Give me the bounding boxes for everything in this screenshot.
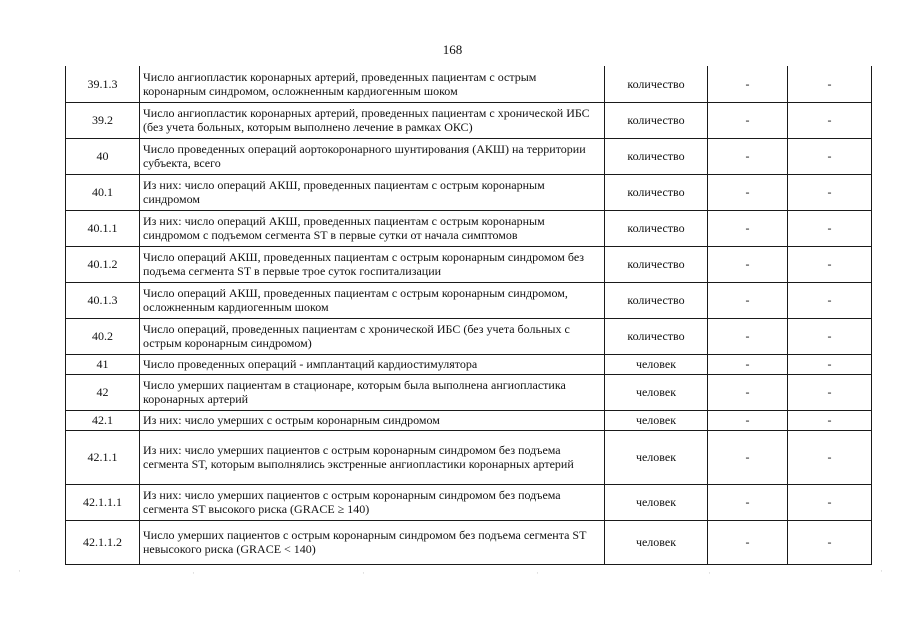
row-unit: количество [605,102,708,138]
row-value-2: - [788,430,872,484]
row-value-2: - [788,282,872,318]
table-row [66,354,872,374]
row-unit: количество [605,318,708,354]
row-value-1: - [708,246,788,282]
row-unit: количество [605,246,708,282]
row-unit: количество [605,174,708,210]
table-row [66,174,872,210]
row-value-1: - [708,410,788,430]
row-unit: количество [605,138,708,174]
row-value-1: - [708,102,788,138]
row-value-1: - [708,66,788,102]
row-number: 40.1 [66,174,140,210]
row-value-2: - [788,374,872,410]
table-row [66,66,872,102]
table-row [66,102,872,138]
row-number: 42 [66,374,140,410]
row-number: 40.1.2 [66,246,140,282]
row-unit: человек [605,484,708,520]
row-value-1: - [708,174,788,210]
row-value-2: - [788,410,872,430]
row-unit: человек [605,354,708,374]
row-description: Число операций АКШ, проведенных пациентам с острым коронарным синдромом, осложненным кардиогенным шоком [140,282,605,318]
row-number: 41 [66,354,140,374]
row-value-1: - [708,210,788,246]
row-description: Число операций, проведенных пациентам с хронической ИБС (без учета больных с острым коронарным синдромом) [140,318,605,354]
row-description: Из них: число операций АКШ, проведенных пациентам с острым коронарным синдромом с подъемом сегмента ST в первые сутки от начала симптомов [140,210,605,246]
row-value-1: - [708,282,788,318]
row-number: 42.1.1 [66,430,140,484]
row-description: Из них: число умерших пациентов с острым коронарным синдромом без подъема сегмента ST высокого риска (GRACE ≥ 140) [140,484,605,520]
scan-speck: · [536,568,539,578]
row-description: Число умерших пациентов с острым коронарным синдромом без подъема сегмента ST невысокого риска (GRACE < 140) [140,520,605,564]
row-unit: человек [605,430,708,484]
row-value-2: - [788,138,872,174]
row-unit: человек [605,374,708,410]
row-number: 40.1.3 [66,282,140,318]
row-description: Число проведенных операций аортокоронарного шунтирования (АКШ) на территории субъекта, всего [140,138,605,174]
row-value-1: - [708,354,788,374]
table-row [66,484,872,520]
row-number: 42.1.1.2 [66,520,140,564]
page-number: 168 [442,42,463,57]
row-value-1: - [708,520,788,564]
row-value-2: - [788,354,872,374]
scan-speck: · [880,566,883,576]
table-row [66,282,872,318]
row-value-1: - [708,374,788,410]
scan-speck: · [708,568,711,578]
row-number: 39.2 [66,102,140,138]
row-value-1: - [708,430,788,484]
table-row [66,138,872,174]
row-number: 40 [66,138,140,174]
row-description: Из них: число умерших пациентов с острым коронарным синдромом без подъема сегмента ST, которым выполнялись экстренные ангиопластики коронарных артерий [140,430,605,484]
scan-speck: · [18,566,21,576]
row-unit: количество [605,66,708,102]
row-number: 42.1.1.1 [66,484,140,520]
row-value-2: - [788,102,872,138]
row-value-2: - [788,66,872,102]
table-row [66,520,872,564]
row-description: Из них: число умерших с острым коронарным синдромом [140,410,605,430]
row-value-2: - [788,210,872,246]
row-value-2: - [788,246,872,282]
scan-speck: · [362,568,365,578]
row-value-2: - [788,520,872,564]
row-unit: количество [605,282,708,318]
row-value-1: - [708,138,788,174]
table-row [66,210,872,246]
row-value-1: - [708,484,788,520]
table-row [66,318,872,354]
table-row [66,430,872,484]
row-number: 40.2 [66,318,140,354]
row-unit: количество [605,210,708,246]
row-value-2: - [788,174,872,210]
scan-speck: · [192,568,195,578]
table-body [66,66,872,564]
table-row [66,410,872,430]
row-value-2: - [788,484,872,520]
row-value-2: - [788,318,872,354]
row-unit: человек [605,520,708,564]
row-value-1: - [708,318,788,354]
row-description: Число проведенных операций - имплантаций кардиостимулятора [140,354,605,374]
row-unit: человек [605,410,708,430]
row-description: Число операций АКШ, проведенных пациентам с острым коронарным синдромом без подъема сегмента ST в первые трое суток госпитализации [140,246,605,282]
row-number: 40.1.1 [66,210,140,246]
table-row [66,374,872,410]
row-number: 39.1.3 [66,66,140,102]
row-description: Число умерших пациентам в стационаре, которым была выполнена ангиопластика коронарных артерий [140,374,605,410]
indicator-table [65,66,872,565]
row-description: Число ангиопластик коронарных артерий, проведенных пациентам с острым коронарным синдромом, осложненным кардиогенным шоком [140,66,605,102]
row-description: Из них: число операций АКШ, проведенных пациентам с острым коронарным синдромом [140,174,605,210]
table-row [66,246,872,282]
row-description: Число ангиопластик коронарных артерий, проведенных пациентам с хронической ИБС (без учета больных, которым выполнено лечение в рамках ОКС) [140,102,605,138]
row-number: 42.1 [66,410,140,430]
